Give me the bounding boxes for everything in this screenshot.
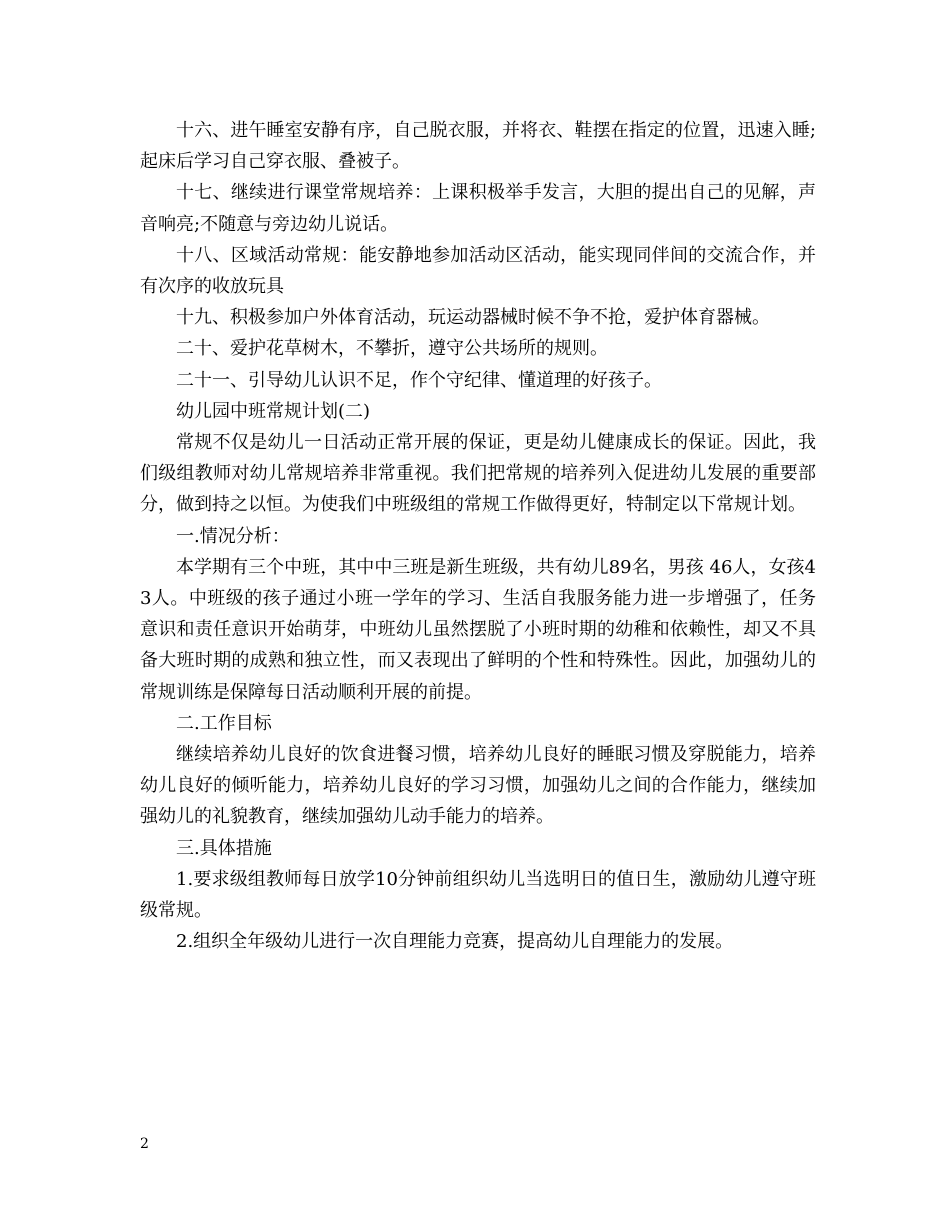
- paragraph-16: 十六、进午睡室安静有序，自己脱衣服，并将衣、鞋摆在指定的位置，迅速入睡;起床后学习自己穿衣服、叠被子。: [140, 120, 816, 173]
- page-number: 2: [140, 1136, 149, 1152]
- paragraph-21: 二十一、引导幼儿认识不足，作个守纪律、懂道理的好孩子。: [176, 369, 662, 391]
- paragraph-17: 十七、继续进行课堂常规培养：上课积极举手发言，大胆的提出自己的见解，声音响亮;不随意与旁边幼儿说话。: [140, 182, 816, 235]
- paragraph-20: 二十、爱护花草树木，不攀折，遵守公共场所的规则。: [176, 338, 608, 360]
- section-title-plan-two: 幼儿园中班常规计划(二): [176, 400, 371, 422]
- situation-analysis-paragraph: 本学期有三个中班，其中中三班是新生班级，共有幼儿89名，男孩 46人，女孩43人。中班级的孩子通过小班一学年的学习、生活自我服务能力进一步增强了，任务意识和责任意识开始萌芽，中班幼儿虽然摆脱了小班时期的幼稚和依赖性，却又不具备大班时期的成熟和独立性，而又表现出了鲜明的个性和特殊性。因此，加强幼儿的常规训练是保障每日活动顺利开展的前提。: [140, 556, 816, 703]
- intro-paragraph: 常规不仅是幼儿一日活动正常开展的保证，更是幼儿健康成长的保证。因此，我们级组教师对幼儿常规培养非常重视。我们把常规的培养列入促进幼儿发展的重要部分，做到持之以恒。为使我们中班级组的常规工作做得更好，特制定以下常规计划。: [140, 432, 816, 516]
- heading-work-goals: 二.工作目标: [176, 712, 272, 734]
- page-body: [140, 115, 816, 957]
- heading-specific-measures: 三.具体措施: [176, 837, 272, 859]
- work-goals-paragraph: 继续培养幼儿良好的饮食进餐习惯，培养幼儿良好的睡眠习惯及穿脱能力，培养幼儿良好的倾听能力，培养幼儿良好的学习习惯，加强幼儿之间的合作能力，继续加强幼儿的礼貌教育，继续加强幼儿动手能力的培养。: [140, 744, 816, 828]
- paragraph-18: 十八、区域活动常规：能安静地参加活动区活动，能实现同伴间的交流合作，并有次序的收放玩具: [140, 244, 816, 298]
- measure-item-2: 2.组织全年级幼儿进行一次自理能力竞赛，提高幼儿自理能力的发展。: [176, 931, 734, 953]
- measure-item-1: 1.要求级组教师每日放学10分钟前组织幼儿当选明日的值日生，激励幼儿遵守班级常规。: [140, 868, 816, 922]
- paragraph-19: 十九、积极参加户外体育活动，玩运动器械时候不争不抢，爱护体育器械。: [176, 307, 770, 329]
- heading-situation-analysis: 一.情况分析：: [176, 525, 290, 547]
